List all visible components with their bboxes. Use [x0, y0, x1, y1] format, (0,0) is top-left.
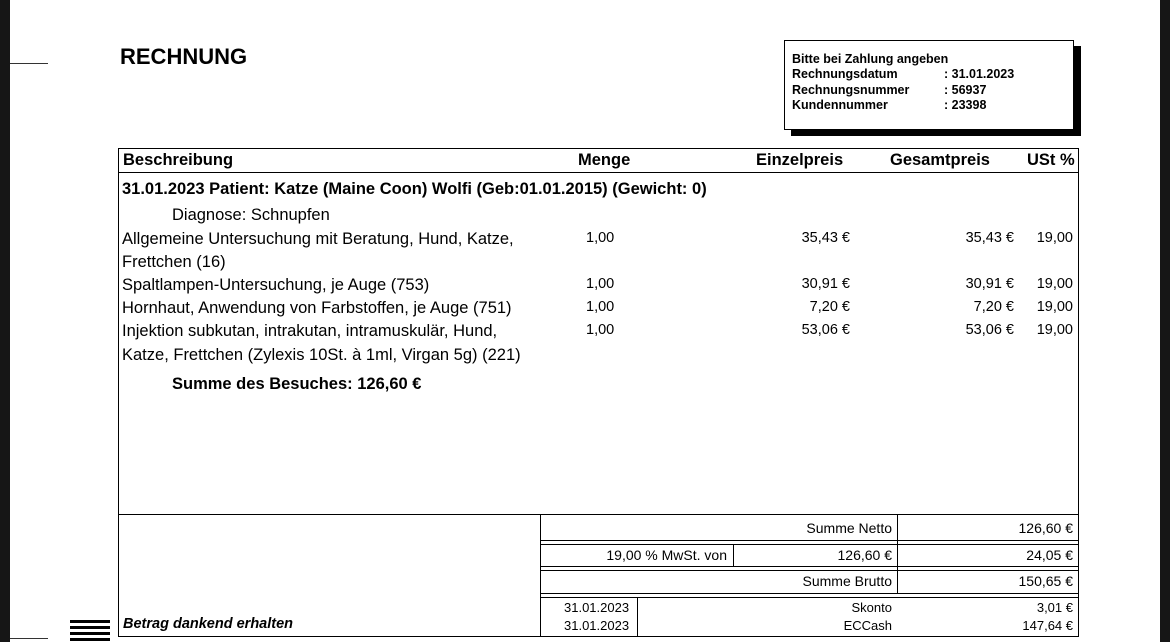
- barcode-bar: [70, 620, 110, 623]
- net-total-label: Summe Netto: [806, 520, 892, 536]
- payment-date: 31.01.2023: [564, 600, 630, 615]
- customer-number-value: : 23398: [944, 98, 987, 112]
- totals-divider: [118, 514, 1079, 515]
- totals-row-line: [540, 566, 1079, 567]
- payment-label: Skonto: [851, 600, 892, 615]
- invoice-number-value: : 56937: [944, 82, 987, 97]
- totals-row-line: [540, 544, 1079, 545]
- item-description-cont: Katze, Frettchen (Zylexis 10St. à 1ml, Virgan 5g) (221): [122, 346, 521, 364]
- payment-info-heading: Bitte bei Zahlung angeben: [792, 52, 949, 66]
- totals-col-divider: [733, 544, 734, 566]
- item-unit-price: 7,20 €: [809, 299, 850, 315]
- item-description: Hornhaut, Anwendung von Farbstoffen, je Auge (751): [122, 299, 512, 317]
- header-divider: [118, 172, 1079, 173]
- payment-date: 31.01.2023: [564, 618, 630, 633]
- gross-total-value: 150,65 €: [1018, 573, 1073, 589]
- invoice-date-label: Rechnungsdatum: [792, 67, 898, 81]
- totals-col-divider: [897, 514, 898, 594]
- item-description-cont: Frettchen (16): [122, 253, 226, 271]
- visit-header: 31.01.2023 Patient: Katze (Maine Coon) Wolfi (Geb:01.01.2015) (Gewicht: 0): [122, 180, 707, 198]
- item-description: Injektion subkutan, intrakutan, intramuskulär, Hund,: [122, 322, 498, 340]
- barcode-bar: [70, 632, 110, 635]
- col-header-vat: USt %: [1027, 151, 1075, 169]
- left-edge: [0, 0, 10, 642]
- gross-total-label: Summe Brutto: [802, 573, 892, 589]
- vat-rate-label: 19,00 % MwSt. von: [606, 547, 727, 563]
- payment-value: 147,64 €: [1022, 618, 1073, 633]
- item-total-price: 53,06 €: [965, 322, 1014, 338]
- item-unit-price: 30,91 €: [801, 276, 850, 292]
- fold-mark-bottom: [10, 638, 48, 639]
- invoice-date-value: : 31.01.2023: [944, 67, 1015, 81]
- barcode-bar: [70, 638, 110, 641]
- item-description: Spaltlampen-Untersuchung, je Auge (753): [122, 276, 430, 294]
- col-header-quantity: Menge: [578, 151, 631, 169]
- invoice-number-label: Rechnungsnummer: [792, 82, 910, 97]
- vat-base-value: 126,60 €: [837, 547, 892, 563]
- item-unit-price: 53,06 €: [801, 322, 850, 338]
- barcode-bar: [70, 626, 110, 629]
- totals-row-line: [540, 597, 1079, 598]
- col-header-description: Beschreibung: [123, 151, 234, 169]
- totals-row-line: [540, 593, 1079, 594]
- totals-col-divider: [540, 514, 541, 637]
- totals-col-divider: [637, 597, 638, 637]
- totals-row-line: [540, 540, 1079, 541]
- item-total-price: 35,43 €: [965, 230, 1014, 246]
- payment-label: ECCash: [843, 618, 892, 633]
- col-header-unit-price: Einzelpreis: [756, 151, 844, 169]
- item-vat: 19,00: [1036, 299, 1073, 315]
- item-quantity: 1,00: [586, 230, 615, 246]
- item-quantity: 1,00: [586, 299, 615, 315]
- item-vat: 19,00: [1036, 322, 1073, 338]
- net-total-value: 126,60 €: [1018, 520, 1073, 536]
- payment-value: 3,01 €: [1036, 600, 1073, 615]
- invoice-title: RECHNUNG: [120, 44, 248, 69]
- item-total-price: 7,20 €: [973, 299, 1014, 315]
- item-description: Allgemeine Untersuchung mit Beratung, Hund, Katze,: [122, 230, 514, 248]
- item-unit-price: 35,43 €: [801, 230, 850, 246]
- item-quantity: 1,00: [586, 322, 615, 338]
- item-vat: 19,00: [1036, 276, 1073, 292]
- totals-row-line: [540, 570, 1079, 571]
- visit-sum: Summe des Besuches: 126,60 €: [172, 375, 422, 393]
- payment-received-text: Betrag dankend erhalten: [123, 616, 294, 632]
- item-total-price: 30,91 €: [965, 276, 1014, 292]
- col-header-total-price: Gesamtpreis: [890, 151, 990, 169]
- item-vat: 19,00: [1036, 230, 1073, 246]
- vat-value: 24,05 €: [1026, 547, 1073, 563]
- diagnosis: Diagnose: Schnupfen: [172, 206, 330, 224]
- item-quantity: 1,00: [586, 276, 615, 292]
- customer-number-label: Kundennummer: [792, 98, 888, 112]
- fold-mark-top: [10, 63, 48, 64]
- right-edge: [1160, 0, 1170, 642]
